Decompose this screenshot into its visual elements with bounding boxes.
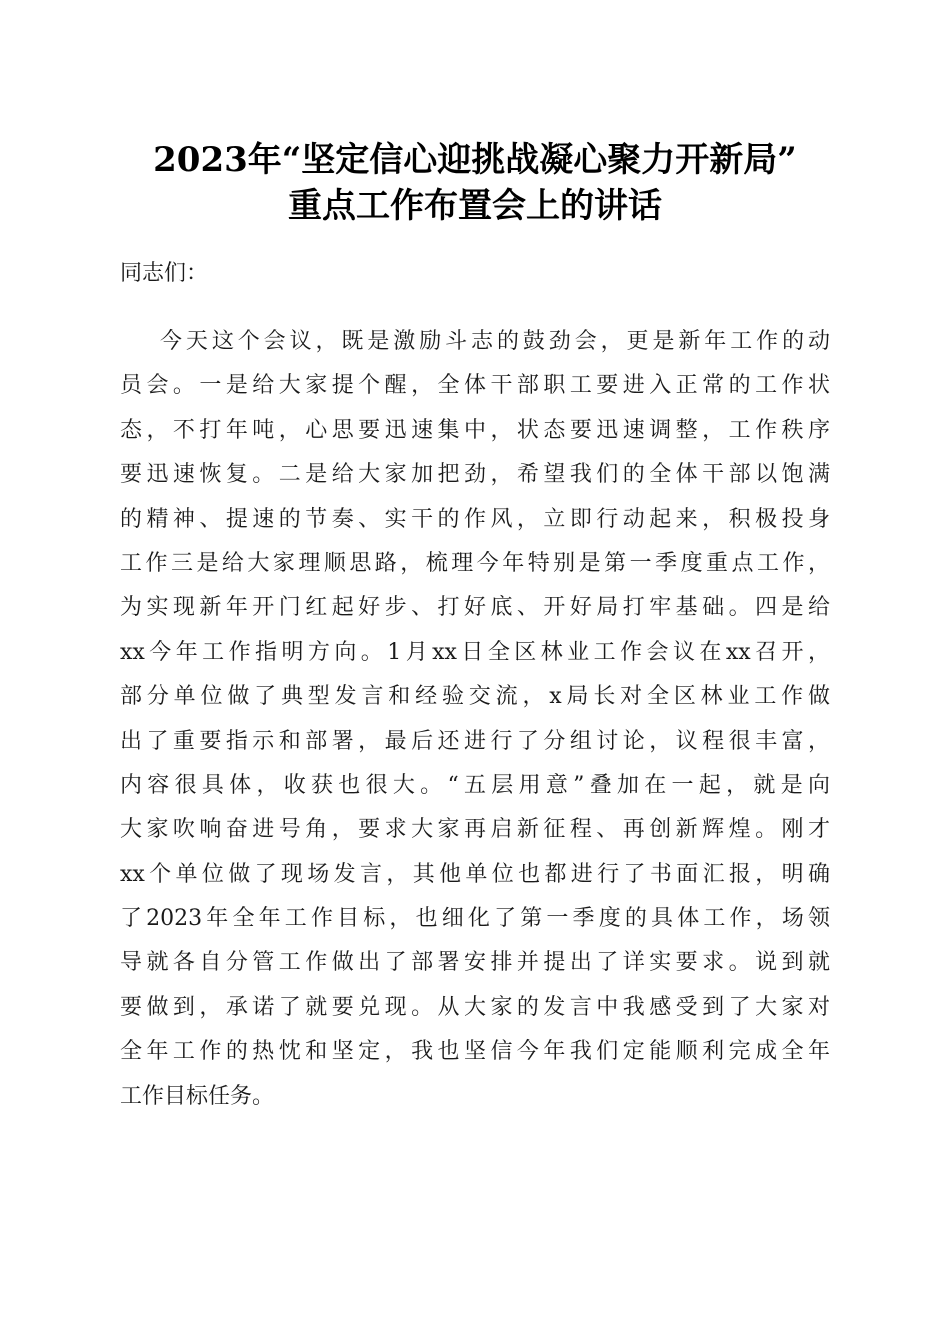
paragraph-line: 态，不打年吨，心思要迅速集中，状态要迅速调整，工作秩序 [120, 417, 830, 443]
paragraph-line: 为实现新年开门红起好步、打好底、开好局打牢基础。四是给 [120, 595, 830, 621]
body-paragraph [120, 320, 830, 1119]
paragraph-line: 工作三是给大家理顺思路，梳理今年特别是第一季度重点工作， [120, 550, 830, 576]
paragraph-line: 了2023年全年工作目标，也细化了第一季度的具体工作，场领 [120, 906, 830, 932]
document-title-line-1: 2023年“坚定信心迎挑战凝心聚力开新局” [153, 140, 797, 180]
paragraph-line: 全年工作的热忱和坚定，我也坚信今年我们定能顺利完成全年 [120, 1039, 830, 1065]
paragraph-line: xx个单位做了现场发言，其他单位也都进行了书面汇报，明确 [120, 861, 830, 887]
paragraph-line: 要做到，承诺了就要兑现。从大家的发言中我感受到了大家对 [120, 994, 830, 1020]
paragraph-line: 的精神、提速的节奏、实干的作风，立即行动起来，积极投身 [120, 506, 830, 532]
paragraph-line: xx今年工作指明方向。1月xx日全区林业工作会议在xx召开， [120, 639, 830, 665]
paragraph-line: 要迅速恢复。二是给大家加把劲，希望我们的全体干部以饱满 [120, 462, 830, 488]
paragraph-line: 工作目标任务。 [120, 1083, 275, 1109]
paragraph-line: 部分单位做了典型发言和经验交流，x局长对全区林业工作做 [120, 684, 830, 710]
paragraph-line: 内容很具体，收获也很大。“五层用意”叠加在一起，就是向 [120, 772, 830, 798]
paragraph-line: 员会。一是给大家提个醒，全体干部职工要进入正常的工作状 [120, 373, 830, 399]
paragraph-line: 今天这个会议，既是激励斗志的鼓劲会，更是新年工作的动 [160, 329, 830, 354]
paragraph-line: 出了重要指示和部署，最后还进行了分组讨论，议程很丰富， [120, 728, 830, 754]
paragraph-line: 导就各自分管工作做出了部署安排并提出了详实要求。说到就 [120, 950, 830, 976]
document-title-line-2: 重点工作布置会上的讲话 [288, 186, 662, 226]
paragraph-line: 大家吹响奋进号角，要求大家再启新征程、再创新辉煌。刚才 [120, 817, 830, 843]
salutation: 同志们： [120, 261, 209, 286]
